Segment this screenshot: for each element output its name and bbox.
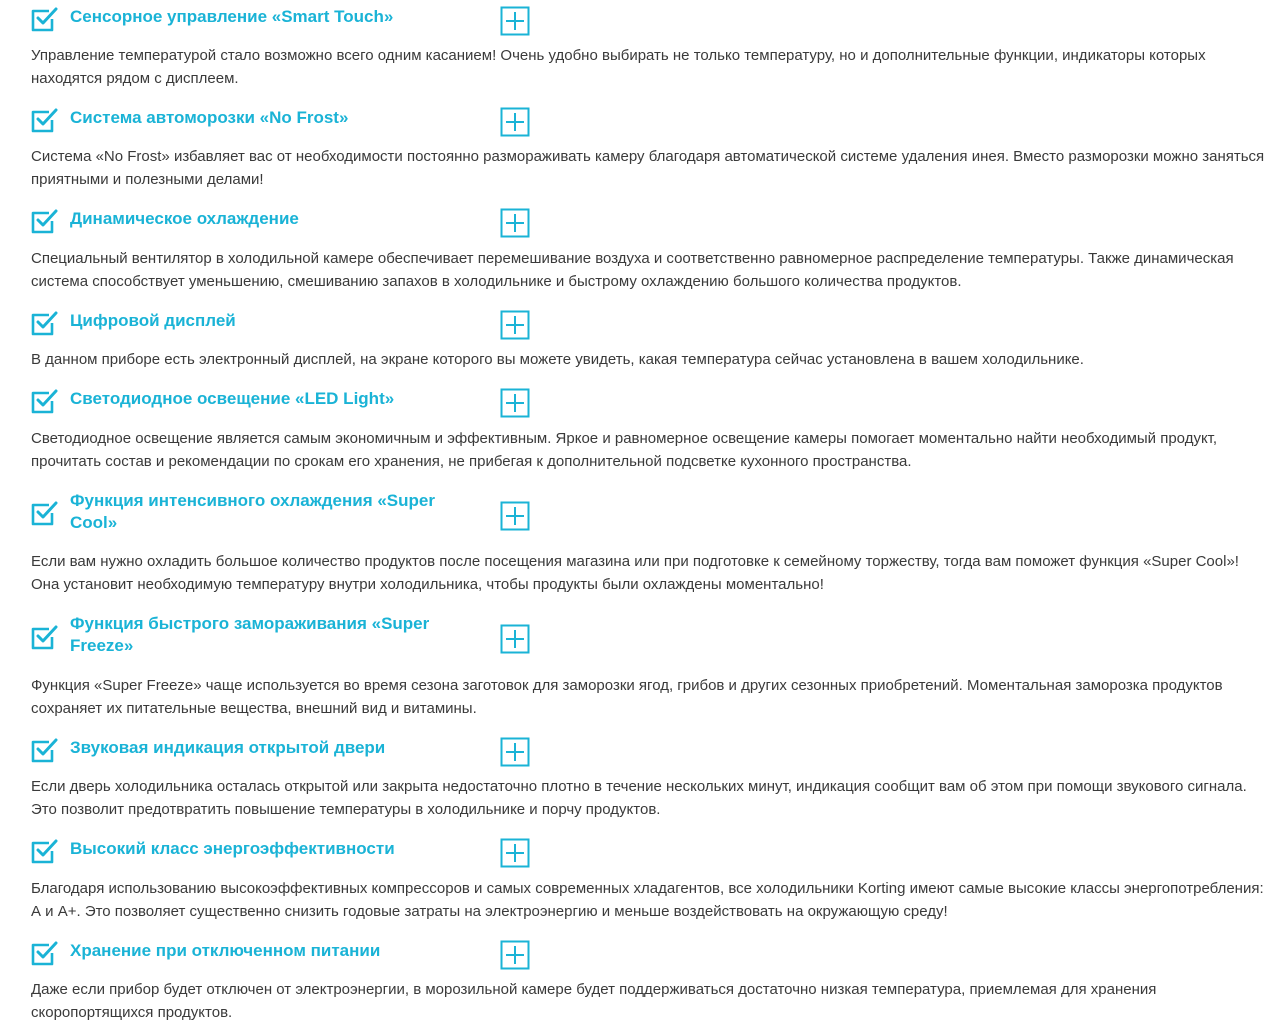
feature-description: Если вам нужно охладить большое количество продуктов после посещения магазина или при подготовке к семейному торжеству, тогда вам поможет функция «Super Cool»! Она установит необходимую температуру внутри холодильника, чтобы продукты были охлаждены моментально! (31, 553, 1239, 593)
checkbox-check-icon (30, 107, 58, 135)
feature-title: Функция быстрого замораживания «Super Freeze» (70, 614, 430, 655)
expand-button[interactable] (500, 107, 530, 137)
plus-square-icon (500, 754, 530, 771)
plus-square-icon (500, 641, 530, 658)
feature-description: Управление температурой стало возможно всего одним касанием! Очень удобно выбирать не только температуру, но и дополнительные функции, индикаторы которых находятся рядом с дисплеем. (31, 47, 1206, 87)
checkbox-check-icon (30, 208, 58, 236)
expand-button[interactable] (500, 838, 530, 868)
feature-description: Функция «Super Freeze» чаще используется во время сезона заготовок для заморозки ягод, грибов и других сезонных приобретений. Моментальная заморозка продуктов сохраняет их питательные вещества, внешний вид и витамины. (31, 677, 1223, 717)
feature-title: Функция интенсивного охлаждения «Super Cool» (70, 491, 435, 532)
plus-square-icon (500, 225, 530, 242)
plus-square-icon (500, 518, 530, 535)
feature-title: Система автоморозки «No Frost» (70, 108, 349, 127)
feature-description: Благодаря использованию высокоэффективных компрессоров и самых современных хладагентов, все холодильники Korting имеют самые высокие классы энергопотребления: А и А+. Это позволяет существенно снизить годовые затраты на электроэнергию и меньше воздействовать на окружающую среду! (31, 880, 1264, 920)
checkbox-check-icon (30, 940, 58, 968)
feature-title: Звуковая индикация открытой двери (70, 738, 386, 757)
checkbox-check-icon (30, 838, 58, 866)
checkbox-check-icon (30, 624, 58, 652)
feature-title: Высокий класс энергоэффективности (70, 839, 395, 858)
plus-square-icon (500, 405, 530, 422)
feature-title: Динамическое охлаждение (70, 209, 299, 228)
checkbox-check-icon (30, 737, 58, 765)
expand-button[interactable] (500, 624, 530, 654)
expand-button[interactable] (500, 940, 530, 970)
feature-description: В данном приборе есть электронный дисплей, на экране которого вы можете увидеть, какая температура сейчас установлена в вашем холодильнике. (31, 351, 1084, 368)
expand-button[interactable] (500, 6, 530, 36)
feature-description: Светодиодное освещение является самым экономичным и эффективным. Яркое и равномерное освещение камеры помогает моментально найти необходимый продукт, прочитать состав и рекомендации по срокам его хранения, не прибегая к дополнительной подсветке кухонного пространства. (31, 430, 1218, 470)
expand-button[interactable] (500, 501, 530, 531)
feature-title: Светодиодное освещение «LED Light» (70, 389, 395, 408)
checkbox-check-icon (30, 388, 58, 416)
expand-button[interactable] (500, 208, 530, 238)
feature-description: Специальный вентилятор в холодильной камере обеспечивает перемешивание воздуха и соответственно равномерное распределение температуры. Также динамическая система способствует уменьшению, смешиванию запахов в холодильнике и быстрому охлаждению большого количества продуктов. (31, 250, 1234, 290)
expand-button[interactable] (500, 388, 530, 418)
expand-button[interactable] (500, 310, 530, 340)
feature-description: Даже если прибор будет отключен от электроэнергии, в морозильной камере будет поддерживаться достаточно низкая температура, приемлемая для хранения скоропортящихся продуктов. (31, 981, 1157, 1021)
plus-square-icon (500, 855, 530, 872)
expand-button[interactable] (500, 737, 530, 767)
checkbox-check-icon (30, 310, 58, 338)
feature-title: Сенсорное управление «Smart Touch» (70, 7, 394, 26)
feature-title: Цифровой дисплей (70, 311, 236, 330)
feature-title: Хранение при отключенном питании (70, 941, 381, 960)
feature-description: Если дверь холодильника осталась открытой или закрыта недостаточно плотно в течение нескольких минут, индикация сообщит вам об этом при помощи звукового сигнала. Это позволит предотвратить повышение температуры в холодильнике и порчу продуктов. (31, 778, 1247, 818)
checkbox-check-icon (30, 500, 58, 528)
plus-square-icon (500, 124, 530, 141)
checkbox-check-icon (30, 6, 58, 34)
plus-square-icon (500, 327, 530, 344)
feature-description: Система «No Frost» избавляет вас от необходимости постоянно размораживать камеру благодаря автоматической системе удаления инея. Вместо разморозки можно заняться приятными и полезными делами! (31, 148, 1265, 188)
plus-square-icon (500, 23, 530, 40)
plus-square-icon (500, 957, 530, 974)
